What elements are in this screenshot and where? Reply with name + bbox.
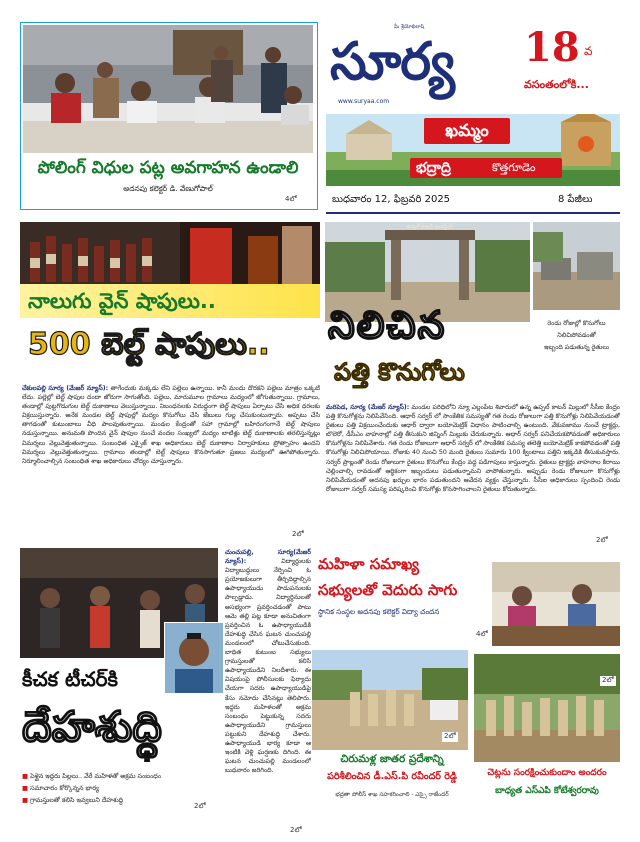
dsp-headline-line2: పరిశీలించిన డీ.ఎస్.పి రవీందర్ రెడ్డి	[327, 771, 457, 782]
meeting-photo	[23, 25, 313, 153]
cotton-side-caption-line1: రెండు రోజుల్లో కొనుగోలు	[547, 320, 606, 327]
teacher-body	[225, 548, 311, 824]
trees-headline-line2: బాధ్యత ఎస్ఎపి కోటేశ్వరరావు	[495, 786, 599, 796]
cotton-page-ref: 2లో	[596, 536, 608, 544]
trees-headline-line1: చెట్లను సంరక్షించుకుందాం అందరం	[487, 768, 607, 778]
story1-headline: పోలింగ్ విధుల పట్ల అవగాహన ఉండాలి	[37, 158, 299, 178]
teacher-bullets	[22, 770, 222, 806]
story1-page-ref: 4లో	[285, 195, 297, 203]
cotton-side-caption-line3: ఇబ్బంది పడుతున్న రైతులు	[544, 344, 609, 351]
teacher-page-ref: 2లో	[194, 802, 206, 810]
belt-dateline: చేకులపల్లి సూర్య (మేజర్ న్యూస్):	[22, 385, 109, 392]
tree-planting-image	[474, 654, 620, 762]
belt-page-ref: 2లో	[292, 530, 304, 538]
edition-secondary: కొత్తగూడెం	[492, 161, 536, 174]
masthead-url: www.suryaa.com	[338, 98, 390, 105]
teacher-bullet	[22, 782, 222, 794]
square-bullet-icon: ■	[22, 796, 31, 804]
bamboo-headline-line2: సభ్యులతో వెదురు సాగు	[318, 581, 458, 599]
teacher-headline-line2: దేహశుద్ధి	[22, 702, 162, 751]
bamboo-photo	[492, 562, 620, 646]
bamboo-subhead: స్థానిక సంస్థల అదనపు కలెక్టర్ విద్యా చందన	[318, 607, 440, 616]
teacher-bullet-text: పెళ్లైన ఇద్దరు పిల్లలు.. వేరే మహిళతో అక్రమ సంబంధం	[30, 772, 162, 780]
cotton-headline-line2: పత్తి కొనుగోలు	[334, 358, 465, 386]
teacher-face-image	[165, 623, 223, 693]
teacher-headline-line1: కీచక టీచర్‌కి	[22, 667, 118, 691]
masthead-logo: సూర్య	[330, 31, 454, 92]
teacher-portrait	[164, 622, 224, 694]
cotton-truck-photo	[533, 222, 620, 310]
cotton-side-caption	[533, 318, 620, 354]
story1-subhead: అదనపు కలెక్టర్ డి. వేణుగోపాల్	[123, 184, 213, 193]
trees-photo	[474, 654, 620, 762]
cotton-body	[326, 403, 620, 545]
square-bullet-icon: ■	[22, 784, 31, 792]
cotton-body-text: మండల పరిధిలోని న్యూ ఎల్లంపేట శివారులో ఉన్న ఉప్పల్ కాటన్ మిల్లులో సీసీఐ కేంద్రం పత్తి కొనుగోళ్లను నిలిపివేసింది. ఆధార్ సర్వర్ లో సాంకేతిక సమస్యతో గత రెండు రోజులుగా పత్తి కొనుగోళ్లు నిలిపివేయడంతో రైతులు పత్తి విక్రయించేందుకు ఆధార్ ద్వారా బయోమెట్రిక్ విధానం పాటించాల్సి ఉంటుంది. వేకువజాము నుంచే ట్రాక్టర్లు, బొలెరో, డీసీఎం వాహనాల్లో పత్తి తీసుకుని జిన్నింగ్ మిల్లుకు చేరుకున్నారు. ఆధార్ సర్వర్ పనిచేయకపోవడంతో అధికారులు కొనుగోళ్లను నిలిపివేశారు. గత రెండు రోజులుగా ఆధార్ సర్వర్ లో సాంకేతిక సమస్య తలెత్తి బయోమెట్రిక్ కాకపోవడంతో పత్తి కొనుగోళ్లు నిలిచిపోయాయి. రోజుకు 40 నుంచి 50 మంది రైతులు సుమారు 100 క్వింటాలు పత్తిని ఇక్కడికి తీసుకువస్తారు. సర్వర్ ప్రాబ్లంతో రెండు రోజులుగా రైతులు కొనుగోలు కేంద్రం వద్ద పడిగాపులు కాస్తున్నారు. రైతులు ట్రాక్టర్లు వాహనాల కిరాయి చెల్లించాల్సి రావడంతో ఆర్థికంగా ఇబ్బందులు పడుతున్నామని వాపోతున్నారు. అప్పుడు రెండు రోజులుగా కొనుగోళ్లు నిలిపివేయడంతో అదనపు ఖర్చుల భారం పడుతుందని ఆవేదన వ్యక్తం చేస్తున్నారు. సీసీఐ అధికారులు స్పందించి రెండు రోజులుగా సర్వర్ సమస్య పరిష్కరించి కొనుగోళ్లు కొనసాగించాలని రైతులు కోరుతున్నారు.	[326, 404, 620, 493]
dsp-headline-line1: చిరుమళ్ల జాతర ప్రదేశాన్ని	[340, 753, 444, 765]
belt-body	[22, 384, 320, 540]
story1-photo	[23, 25, 313, 153]
masthead-tagline: మీ శ్రేయోభిలాషి	[394, 24, 425, 30]
cotton-dateline: మరిపెడ, సూర్య (మేజర్ న్యూస్):	[326, 404, 410, 411]
teacher-bullet-text: గ్రామస్తులతో కలిసి ఇవ్వబుని దేహశుద్ధి	[30, 796, 124, 804]
teacher-body-text: విద్యార్థులకు విద్యాబుద్ధులు నేర్పించి ఓ ప్రయోజకులుగా తీర్చిదిద్దాల్సిన ఉపాధ్యాయుడు పాడుపనులకు పాల్పడ్డాడు. విద్యార్థినులతో అసభ్యంగా ప్రవర్తించడంతో పాటు ఆమె తల్లి పట్ల కూడా అనుచితంగా ప్రవర్తించిన ఓ ఉపాధ్యాయుడికి దేహశుద్ధి చేసిన ఘటన చుంచుపల్లి మండలంలో చోటుచేసుకుంది. బాధిత కుటుంబ సభ్యులు గ్రామస్తులతో కలిసి ఉపాధ్యాయుడిని నిలదీశారు. ఈ విషయంపై పోలీసులకు ఫిర్యాదు చేయగా సదరు ఉపాధ్యాయుడిపై కేసు నమోదు చేసినట్లు తెలిపారు. ఇద్దరు మహిళలతో అక్రమ సంబంధం పెట్టుకున్న సదరు ఉపాధ్యాయుడిని గ్రామస్తులు పట్టుకుని దేహశుద్ధి చేశారు. ఉపాధ్యాయుడి భార్య కూడా ఆ ఇంటికి వెళ్లి ఘర్షణకు దిగింది. ఈ ఘటన చుంచుపల్లి మండలంలో బుధవారం జరిగింది.	[225, 558, 311, 775]
teacher-page-ref-2: 2లో	[290, 826, 302, 834]
belt-kicker: నాలుగు వైన్ షాపులు..	[28, 289, 216, 313]
cotton-headline-line1: నిలిచిన	[328, 303, 447, 347]
bamboo-headline-line1: మహిళా సమాఖ్య	[318, 555, 419, 573]
dsp-page-ref: 2లో	[444, 732, 456, 740]
masthead	[326, 22, 620, 218]
dsp-subhead: భద్రతా పోలీస్ శాఖ సహకరించాలి - ఎస్సై రాజేందర్	[335, 792, 449, 798]
belt-body-text: తాగేందుకు మక్కడు లేని పల్లెలు ఉన్నాయి. కానీ మందు దొరకని పల్లెలు మాత్రం ఒక్కటి లేదు. పల్లెల్లో బెల్ట్ షాపుల దందా జోరుగా సాగుతోంది. పల్లెలు, మారుమూల గ్రామాలు మద్యంలో జోగుతున్నాయి. గ్రామాలు, తండాల్లో పుట్టగొడుగుల బెల్ట్ దుకాణాలు వెలుస్తున్నాయి. నిబంధనలకు విరుద్ధంగా బెల్ట్ షాపులు ఏర్పాటు చేసి అధిక ధరలకు విక్రయిస్తున్నారు. అనేక మండల బెల్ట్ షాపుల్లో మద్యం కొనుగోలు చేసి జేబులు గుల్ల చేసుకుంటున్నారు. అప్పటు చేసి తాగడంతో కుటుంబాలు వీధి పాలవుతున్నాయి. మండల కేంద్రంతో సహా గ్రామాల్లో బహిరంగంగానే బెల్ట్ షాపులు నడుస్తున్నాయి. అనుమతి పొందిన వైన్ షాపుల నుంచే వందల సంఖ్యలో మద్యం బాటిళ్లు బెల్ట్ దుకాణాలకు తరలిస్తున్నట్లు విమర్శలు వెల్లువెత్తుతున్నాయి. సంబంధిత ఎక్సైజ్ శాఖ అధికారులు బెల్ట్ దుకాణాల నిర్వాహకులు ప్రోత్సాహం ఉందని విమర్శలు వెల్లువెత్తుతున్నాయి. గ్రామాలు తండాల్లో బెల్ట్ షాపులు కొనసాగుతూ ప్రజలు మద్యంలో ఊగిపోతున్నారు. నిర్మూలించాల్సిన సంబంధిత శాఖ అధికారులు చోద్యం చూస్తున్నారు.	[22, 385, 320, 465]
teacher-bullet	[22, 794, 222, 806]
trees-page-ref: 2లో	[602, 676, 614, 684]
date-line: బుధవారం 12, ఫిబ్రవరి 2025	[332, 194, 451, 205]
anniversary-text: వసంతంలోకి...	[524, 78, 589, 91]
page-count: 8 పేజీలు	[558, 194, 593, 205]
cotton-side-caption-line2: నిలిచిపోవడంతో	[557, 332, 596, 339]
anniversary-number: 18	[524, 24, 580, 71]
teacher-bullet	[22, 770, 222, 782]
bamboo-page-ref: 4లో	[476, 630, 488, 638]
cotton-trucks-image	[533, 222, 620, 310]
masthead-divider	[326, 212, 620, 214]
edition-primary: ఖమ్మం	[445, 121, 489, 141]
edition-secondary-bold: భద్రాద్రి	[416, 160, 451, 176]
square-bullet-icon: ■	[22, 772, 31, 780]
officials-table-image	[492, 562, 620, 646]
belt-headline: 500 బెల్ట్ షాపులు..	[28, 327, 270, 362]
cotton-gate-sign: ఉప్పల్ కాటన్ ఇండస్ట్రీస్	[406, 224, 454, 230]
teacher-dateline: చుంచుపల్లి, సూర్య(మేజర్ న్యూస్):	[225, 549, 311, 566]
anniversary-suffix: వ	[584, 44, 593, 58]
teacher-bullet-text: సమాచారం కోర్కొన్నన భార్య	[30, 784, 100, 792]
